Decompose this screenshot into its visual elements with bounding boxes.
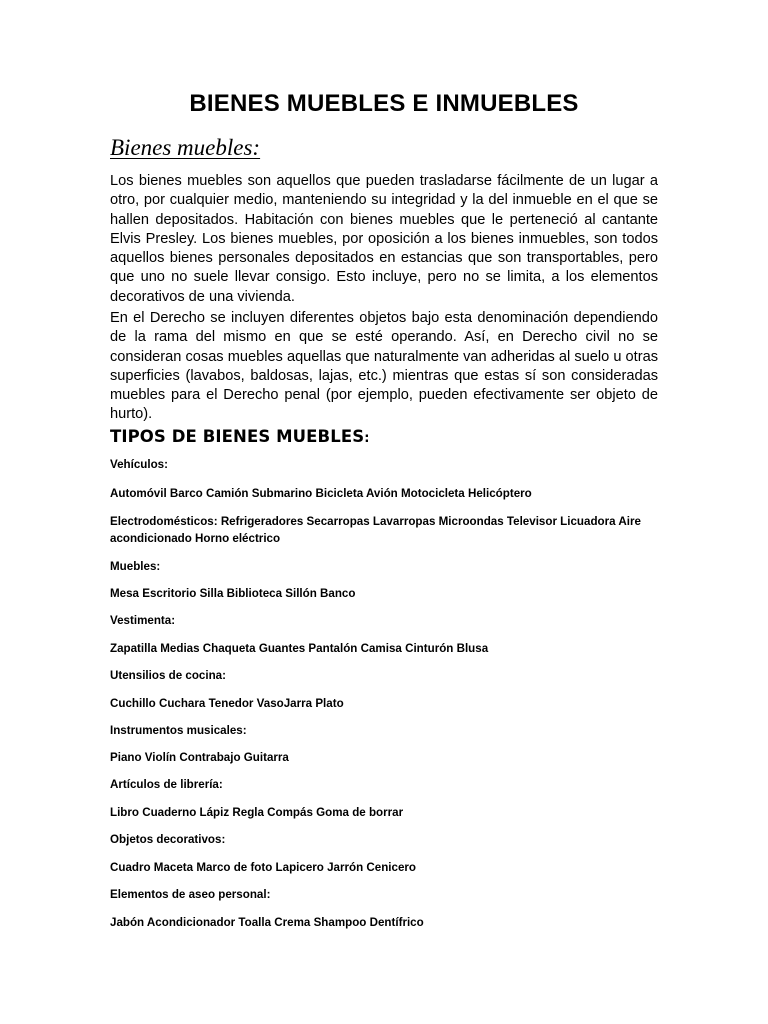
category-items-aseo: Jabón Acondicionador Toalla Crema Shampoo Dentífrico xyxy=(110,916,424,929)
category-label-vehiculos: Vehículos: xyxy=(110,458,168,471)
category-items-libreria: Libro Cuaderno Lápiz Regla Compás Goma de borrar xyxy=(110,806,404,819)
paragraph-2: En el Derecho se incluyen diferentes objetos bajo esta denominación dependiendo de la rama del mismo en que se esté operando. Así, en Derecho civil no se consideran cosas muebles aquellas que naturalmente van adheridas al suelo u otras superficies (lavabos, baldosas, lajas, etc.) mientras que estas sí son consideradas muebles para el Derecho penal (por ejemplo, pueden efectivamente ser objeto de hurto). xyxy=(110,310,658,423)
category-items-decorativos: Cuadro Maceta Marco de foto Lapicero Jarrón Cenicero xyxy=(110,861,417,874)
section-heading-colon: : xyxy=(364,431,370,446)
section-subtitle: Bienes muebles: xyxy=(110,135,261,160)
category-label-libreria: Artículos de librería: xyxy=(110,778,223,791)
category-label-aseo: Elementos de aseo personal: xyxy=(110,888,271,901)
category-label-instrumentos: Instrumentos musicales: xyxy=(110,724,247,737)
section-heading xyxy=(110,425,370,451)
category-label-decorativos: Objetos decorativos: xyxy=(110,833,226,846)
category-label-vestimenta: Vestimenta: xyxy=(110,614,176,627)
category-items-instrumentos: Piano Violín Contrabajo Guitarra xyxy=(110,751,289,764)
category-items-utensilios: Cuchillo Cuchara Tenedor VasoJarra Plato xyxy=(110,697,344,710)
category-items-muebles: Mesa Escritorio Silla Biblioteca Sillón Banco xyxy=(110,587,356,600)
paragraph-1: Los bienes muebles son aquellos que pueden trasladarse fácilmente de un lugar a otro, por cualquier medio, manteniendo su integridad y la del inmueble en el que se hallen depositados. Habitación con bienes muebles que le perteneció al cantante Elvis Presley. Los bienes muebles, por oposición a los bienes inmuebles, son todos aquellos bienes personales depositados en estancias que son transportables, pero que uno no suele llevar consigo. Esto incluye, pero no se limita, a los elementos decorativos de una vivienda. xyxy=(110,173,658,305)
category-label-muebles: Muebles: xyxy=(110,560,161,573)
category-items-vestimenta: Zapatilla Medias Chaqueta Guantes Pantalón Camisa Cinturón Blusa xyxy=(110,642,489,655)
document-title: BIENES MUEBLES E INMUEBLES xyxy=(189,90,579,117)
section-heading-text: TIPOS DE BIENES MUEBLES xyxy=(110,427,365,446)
category-items-vehiculos: Automóvil Barco Camión Submarino Bicicleta Avión Motocicleta Helicóptero xyxy=(110,487,532,500)
category-items-electrodomesticos: Electrodomésticos: Refrigeradores Secarropas Lavarropas Microondas Televisor Licuadora Aire acondicionado Horno eléctrico xyxy=(110,515,641,545)
category-label-utensilios: Utensilios de cocina: xyxy=(110,669,226,682)
